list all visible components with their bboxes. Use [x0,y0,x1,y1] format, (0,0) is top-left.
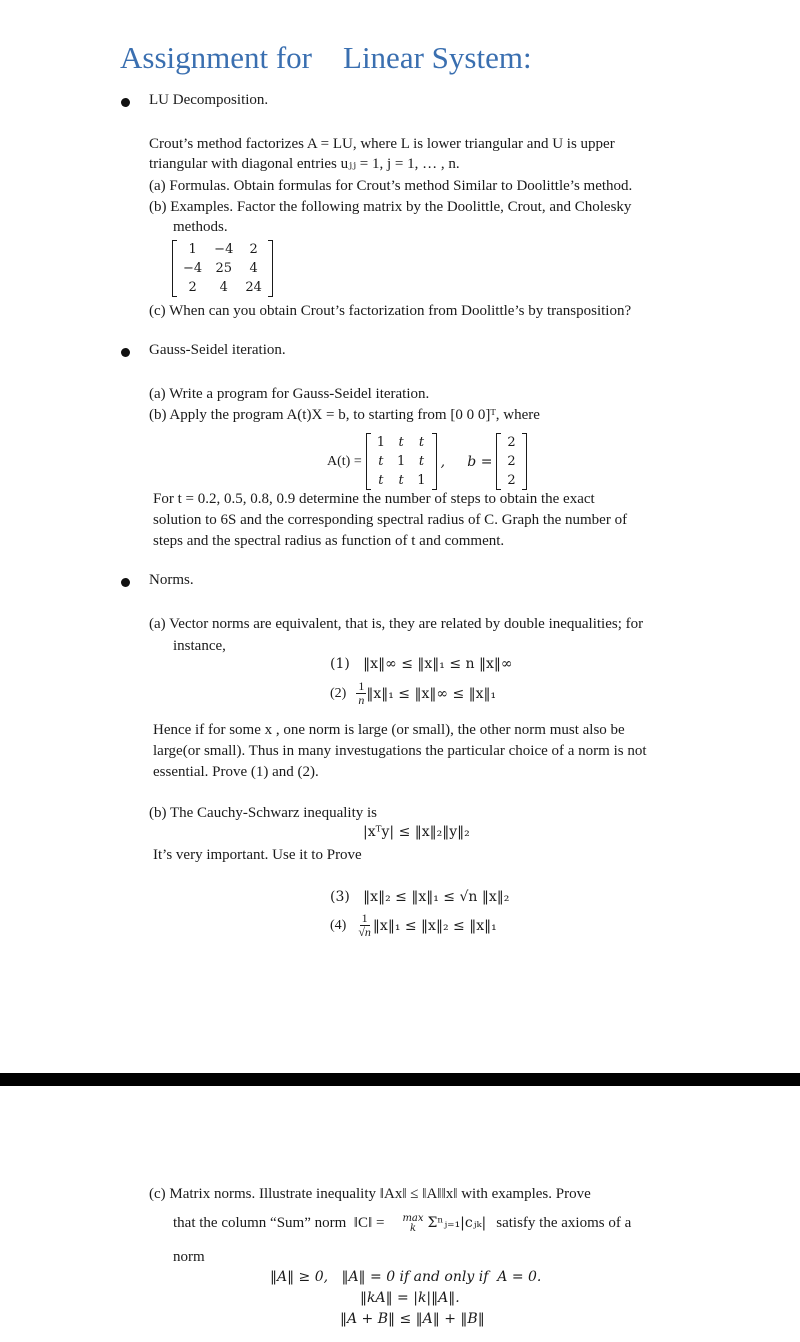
lu-matrix-cell: −4 [183,261,203,276]
axiom-2: ‖kA‖ = |k|‖A‖. [360,1290,460,1306]
equation-4-numerator: 1 [361,911,368,925]
lu-matrix-cell: 2 [249,242,258,257]
gs-para-line2: solution to 6S and the corresponding spectral radius of C. Graph the number of [153,512,628,528]
max-subscript: k [409,1222,417,1234]
equation-2-label: (2) [330,685,347,701]
gs-item-b: (b) Apply the program A(t)X = b, to starting from [0 0 0]ᵀ, where [149,407,540,423]
lu-matrix-cell: 1 [188,242,197,257]
lu-matrix-cell: 2 [188,280,197,295]
gs-equation [327,433,527,490]
lu-matrix-cell: 4 [219,280,228,295]
b-vector-cell: 2 [507,435,516,450]
equation-4-fraction [356,912,373,939]
a-matrix-cell: t [418,435,425,450]
lu-matrix-cell: 4 [249,261,258,276]
a-matrix-cell: 1 [417,473,426,488]
norm-word: norm [173,1249,205,1265]
lu-matrix-cell: 25 [215,261,233,276]
lu-item-a: (a) Formulas. Obtain formulas for Crout’s method Similar to Doolittle’s method. [149,178,633,194]
section-heading-norms: Norms. [149,572,194,588]
norms-item-a-line1: (a) Vector norms are equivalent, that is, they are related by double inequalities; for [149,616,644,632]
axiom-1: ‖A‖ ≥ 0, ‖A‖ = 0 if and only if A = 0. [270,1269,542,1285]
column-sum-expression: Σⁿⱼ₌₁|cⱼₖ| [427,1215,487,1231]
norms-item-c-line2 [173,1213,631,1234]
equation-2 [330,680,496,707]
axiom-3: ‖A + B‖ ≤ ‖A‖ + ‖B‖ [340,1311,485,1327]
lu-matrix-cell: 24 [245,280,262,295]
norms-hence-line2: large(or small). Thus in many investugations the particular choice of a norm is not [153,743,647,759]
a-matrix-cell: 1 [397,454,406,469]
norms-item-c-line1: (c) Matrix norms. Illustrate inequality ‖Ax‖ ≤ ‖A‖‖x‖ with examples. Prove [149,1186,591,1202]
a-matrix-cell: 1 [376,435,386,450]
a-matrix-cell: t [378,473,384,488]
equation-2-rest: ‖x‖₁ ≤ ‖x‖∞ ≤ ‖x‖₁ [366,685,497,702]
bullet-norms [121,578,130,587]
a-of-t-label: A(t) = [327,453,362,469]
equation-2-fraction [356,680,366,707]
equation-2-numerator: 1 [358,679,365,693]
a-matrix-cell: t [418,454,425,469]
lu-item-b-line2: methods. [173,219,228,235]
equation-4-denominator: √n [358,925,371,939]
lu-matrix-cell: −4 [214,242,234,257]
page-title: Assignment for Linear System: [120,40,532,75]
norms-important-line: It’s very important. Use it to Prove [153,847,362,863]
max-operator [402,1214,423,1234]
norms-hence-line1: Hence if for some x , one norm is large (or small), the other norm must also be [153,722,625,738]
max-word: max [402,1212,424,1224]
equation-4-label: (4) [330,917,347,933]
equation-4 [330,912,497,939]
equation-2-denominator: n [358,693,365,707]
norm-axioms-text: satisfy the axioms of a [496,1215,632,1231]
bullet-lu [121,98,130,107]
lu-intro-line1: Crout’s method factorizes A = LU, where L is lower triangular and U is upper [149,136,615,152]
norms-item-a-line2: instance, [173,638,226,654]
bullet-gauss-seidel [121,348,130,357]
equation-1: (1) ‖x‖∞ ≤ ‖x‖₁ ≤ n ‖x‖∞ [330,656,513,672]
norms-hence-line3: essential. Prove (1) and (2). [153,764,319,780]
norms-item-b: (b) The Cauchy-Schwarz inequality is [149,805,377,821]
lu-item-b-line1: (b) Examples. Factor the following matrix by the Doolittle, Crout, and Cholesky [149,199,632,215]
b-vector [496,433,526,490]
equation-4-rest: ‖x‖₁ ≤ ‖x‖₂ ≤ ‖x‖₁ [372,917,497,934]
a-of-t-matrix [366,433,437,490]
a-matrix-cell: t [398,435,404,450]
b-vector-label: , b = [440,453,493,470]
b-vector-cell: 2 [507,473,516,488]
b-vector-cell: 2 [507,454,516,469]
a-matrix-cell: t [398,473,404,488]
a-matrix-cell: t [378,454,384,469]
section-heading-lu: LU Decomposition. [149,92,269,108]
gs-para-line1: For t = 0.2, 0.5, 0.8, 0.9 determine the number of steps to obtain the exact [153,491,595,507]
section-heading-gauss-seidel: Gauss-Seidel iteration. [149,342,286,358]
lu-item-c: (c) When can you obtain Crout’s factorization from Doolittle’s by transposition? [149,303,632,319]
cauchy-schwarz-equation: |xᵀy| ≤ ‖x‖₂‖y‖₂ [363,824,470,840]
column-sum-norm-text: that the column “Sum” norm ‖C‖ = [173,1215,385,1231]
gs-para-line3: steps and the spectral radius as function of t and comment. [153,533,505,549]
gs-item-a: (a) Write a program for Gauss-Seidel iteration. [149,386,430,402]
equation-3: (3) ‖x‖₂ ≤ ‖x‖₁ ≤ √n ‖x‖₂ [330,889,510,905]
lu-matrix [172,240,273,297]
page-break-bar [0,1073,800,1086]
lu-intro-line2: triangular with diagonal entries uⱼⱼ = 1, j = 1, … , n. [149,156,460,172]
